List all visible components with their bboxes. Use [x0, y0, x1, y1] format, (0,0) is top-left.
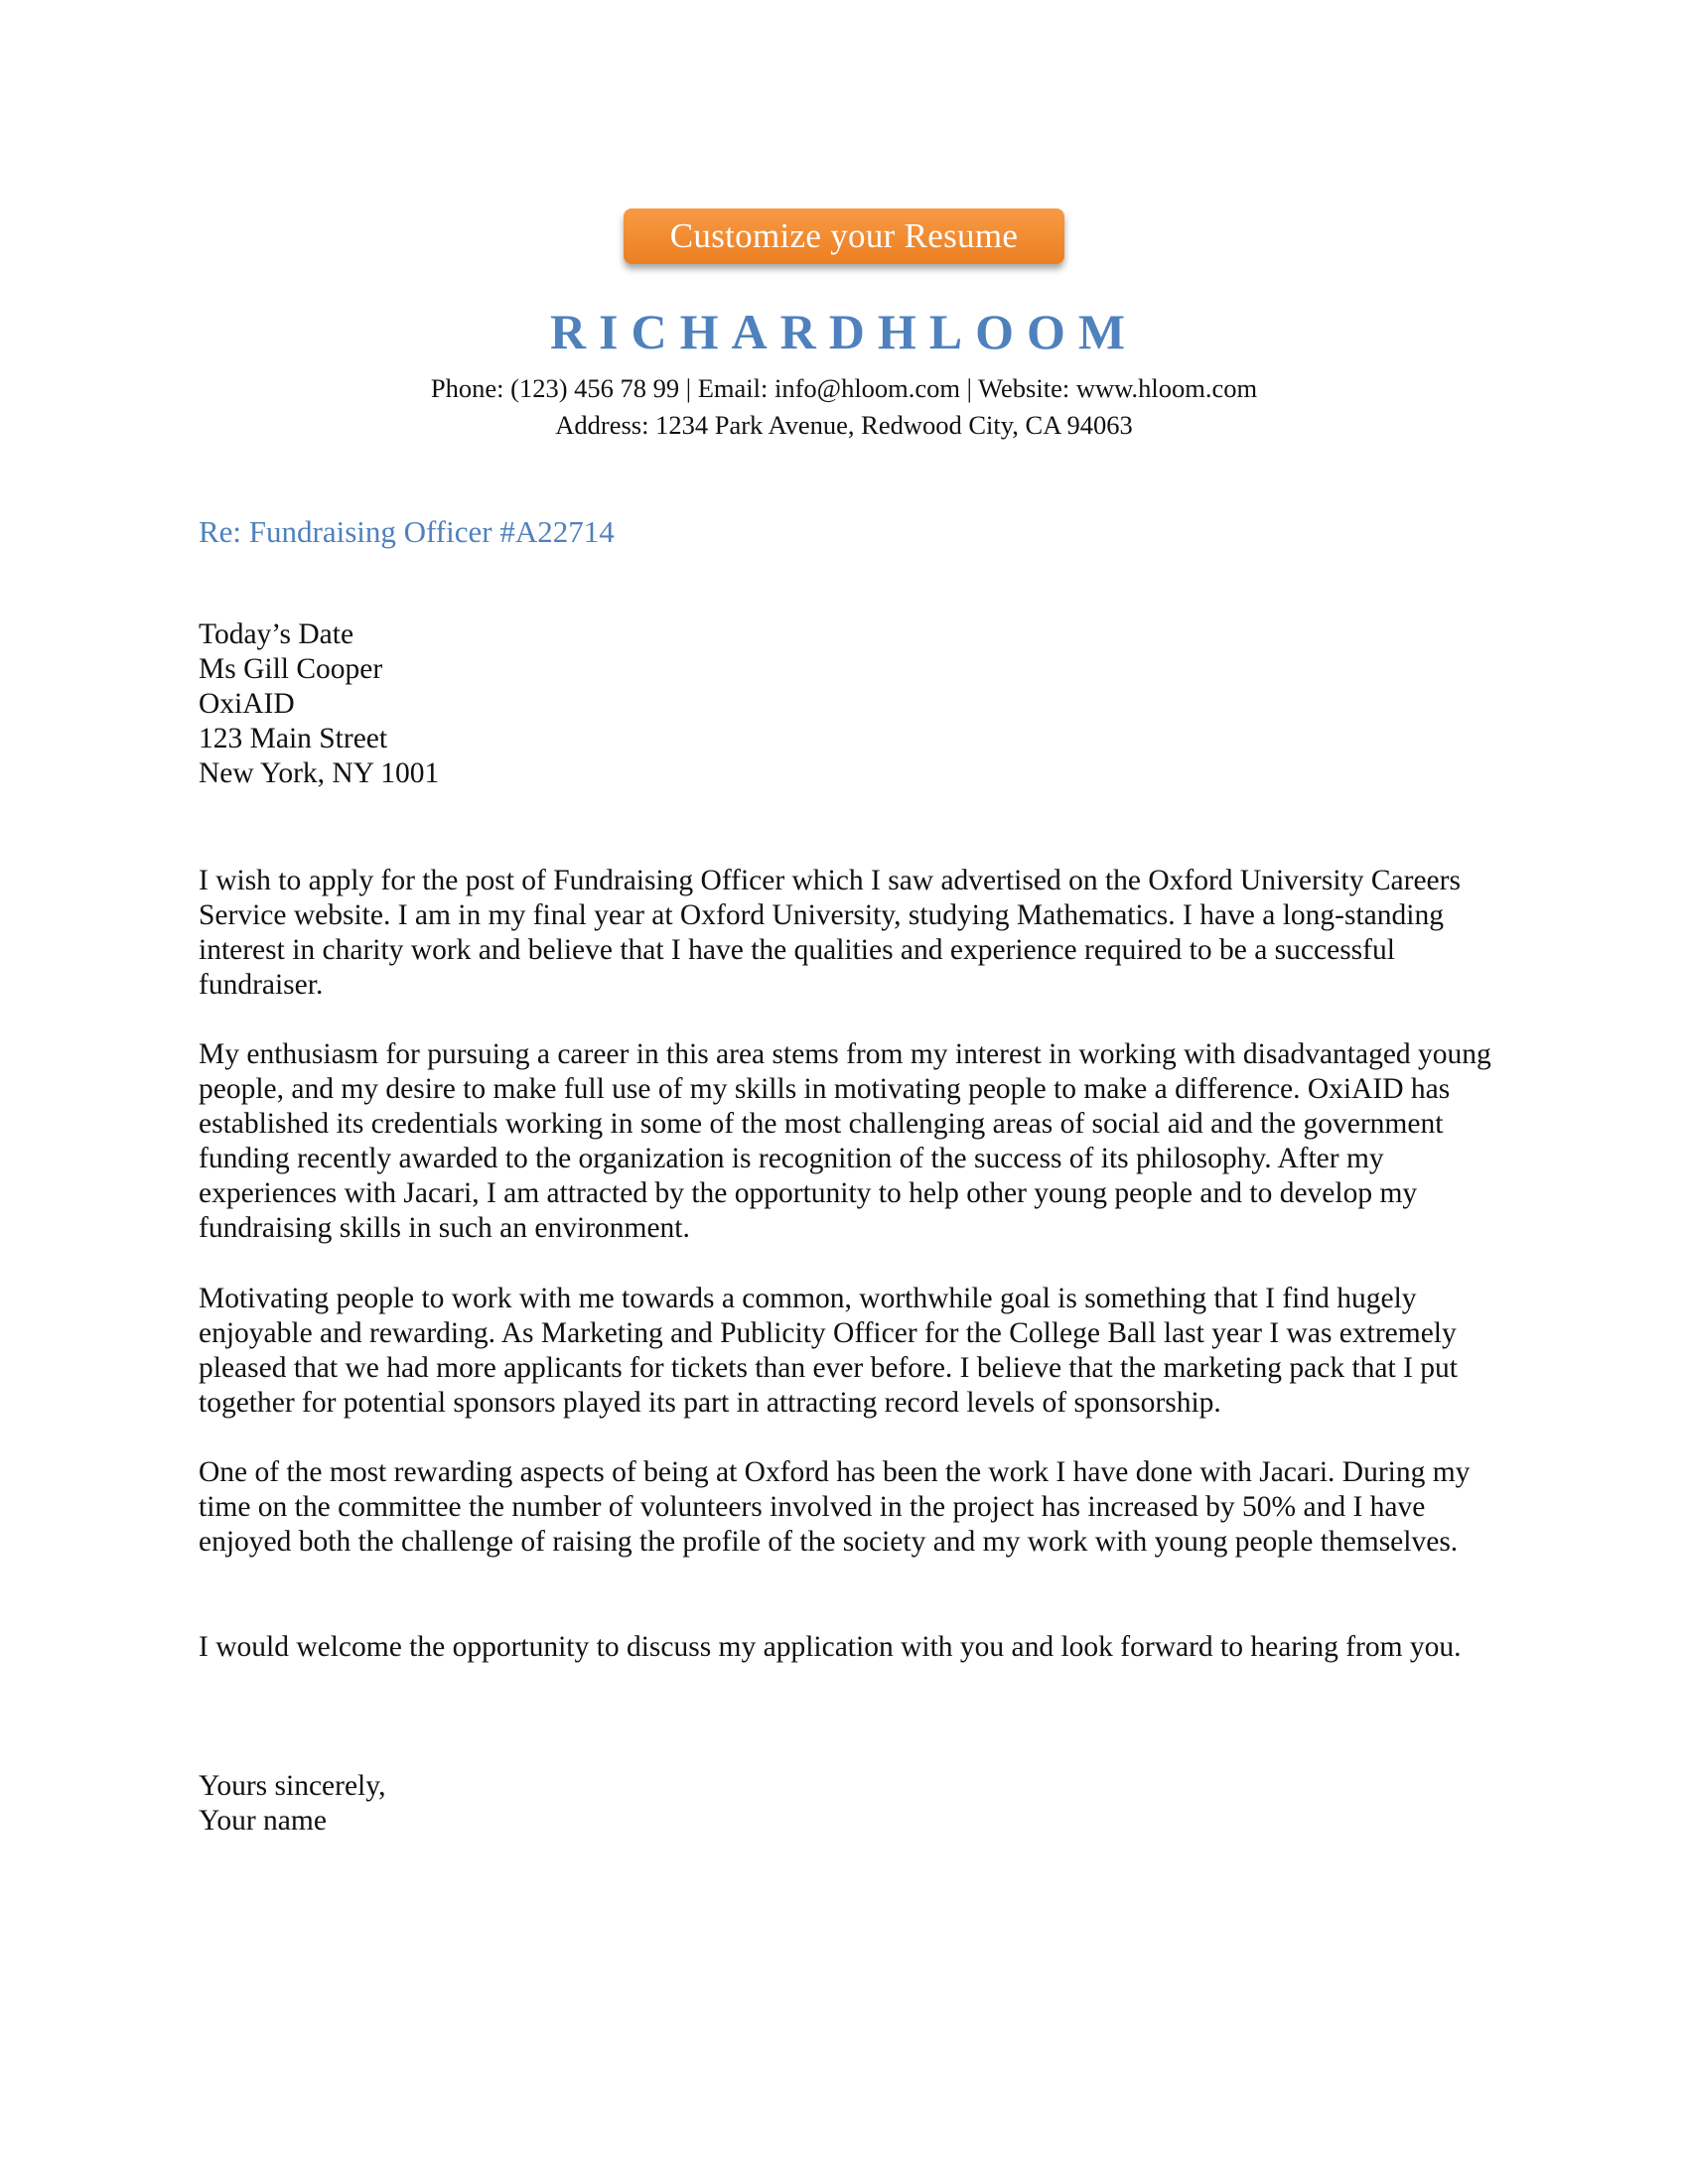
body-paragraph-3: Motivating people to work with me towards a common, worthwhile goal is something that I find hugely enjoyable and rewarding. As Marketing and Publicity Officer for the College Ball last year I was extremely pleased that we had more applicants for tickets than ever before. I believe that the marketing pack that I put together for potential sponsors played its part in attracting record levels of sponsorship.: [199, 1283, 1458, 1419]
valediction: Yours sincerely,: [199, 1770, 386, 1802]
body-paragraph-4: One of the most rewarding aspects of being at Oxford has been the work I have done with Jacari. During my time on the committee the number of volunteers involved in the project has increased by 50% and I have enjoyed both the challenge of raising the profile of the society and my work with young people themselves.: [199, 1456, 1471, 1558]
closing-block: [199, 1769, 1499, 1839]
letter-date: Today’s Date: [199, 618, 354, 650]
recipient-name: Ms Gill Cooper: [199, 653, 383, 685]
applicant-name: RICHARDHLOOM: [549, 304, 1139, 359]
body-paragraph-1: I wish to apply for the post of Fundraising Officer which I saw advertised on the Oxford University Careers Service website. I am in my final year at Oxford University, studying Mathematics. I have a long-standing interest in charity work and believe that I have the qualities and experience required to be a successful fundraiser.: [199, 865, 1461, 1001]
signature-name: Your name: [199, 1805, 327, 1837]
contact-line: Phone: (123) 456 78 99 | Email: info@hloom.com | Website: www.hloom.com: [430, 373, 1258, 403]
recipient-company: OxiAID: [199, 688, 295, 720]
cta-container: [0, 208, 1688, 264]
recipient-city: New York, NY 1001: [199, 757, 440, 789]
customize-resume-button[interactable]: Customize your Resume: [624, 208, 1064, 264]
recipient-street: 123 Main Street: [199, 723, 388, 754]
body-paragraph-2: My enthusiasm for pursuing a career in this area stems from my interest in working with disadvantaged young people, and my desire to make full use of my skills in motivating people to make a difference. OxiAID has established its credentials working in some of the most challenging areas of social aid and the government funding recently awarded to the organization is recognition of the success of its philosophy. After my experiences with Jacari, I am attracted by the opportunity to help other young people and to develop my fundraising skills in such an environment.: [199, 1038, 1491, 1244]
address-line: Address: 1234 Park Avenue, Redwood City, CA 94063: [555, 410, 1133, 440]
recipient-block: [199, 617, 1499, 791]
body-paragraph-5: I would welcome the opportunity to discuss my application with you and look forward to hearing from you.: [199, 1631, 1462, 1663]
subject-line: Re: Fundraising Officer #A22714: [199, 514, 615, 549]
